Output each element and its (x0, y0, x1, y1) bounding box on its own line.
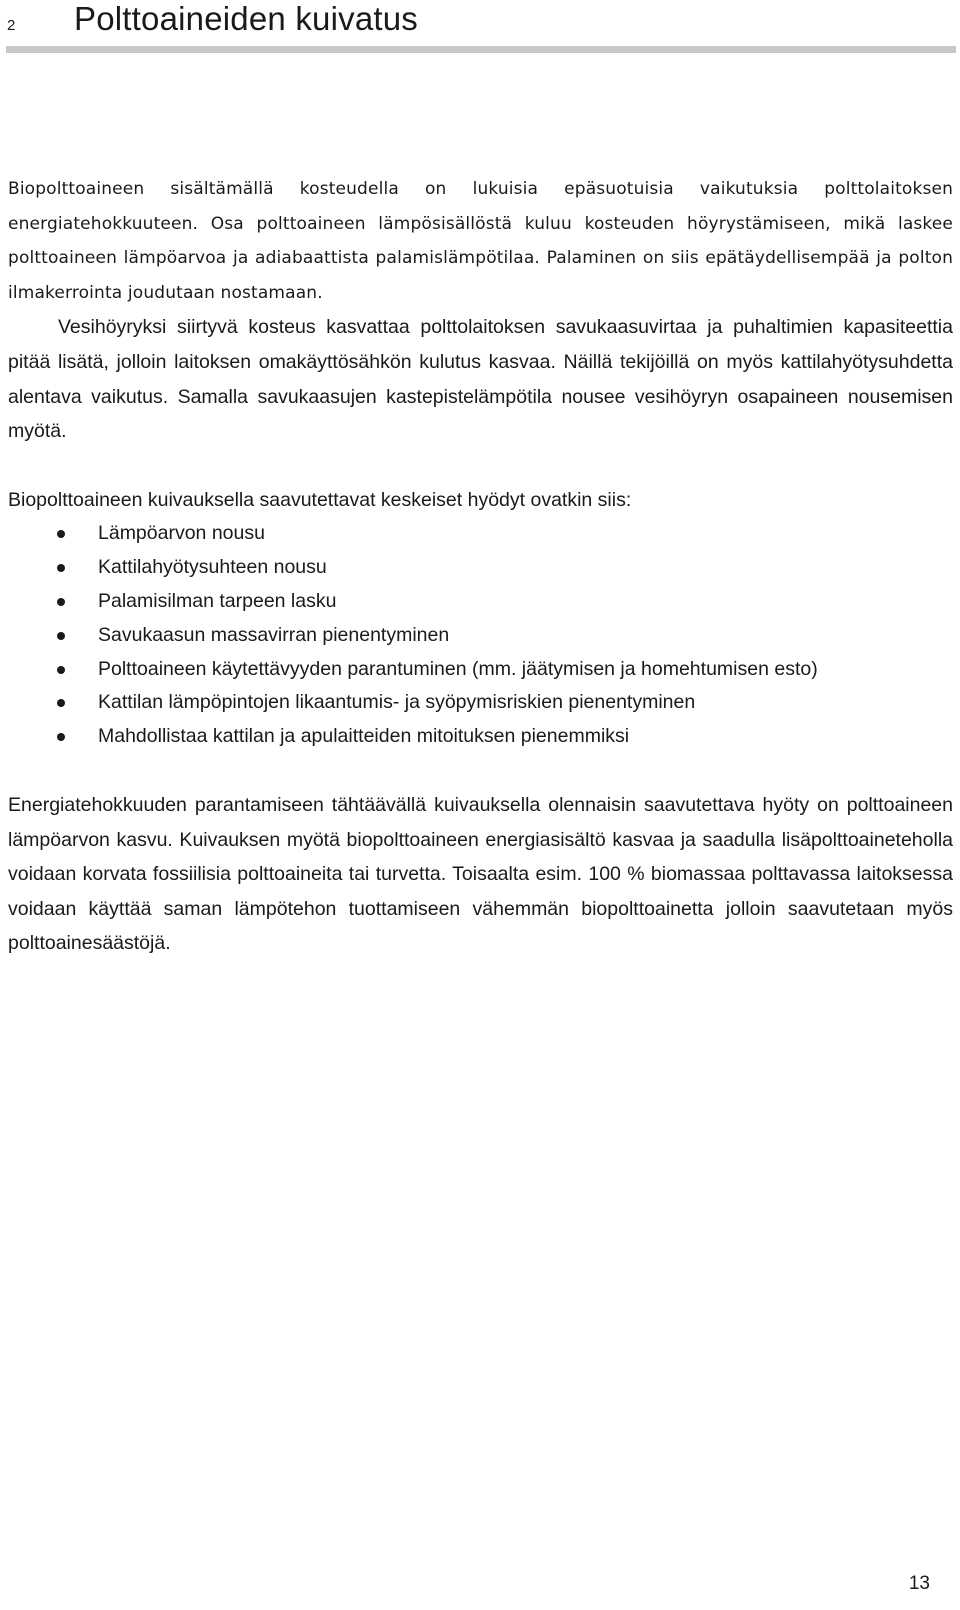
list-item-text: Mahdollistaa kattilan ja apulaitteiden mitoituksen pienemmiksi (98, 725, 630, 748)
paragraph-energy-efficiency: Energiatehokkuuden parantamiseen tähtäävällä kuivauksella olennaisin saavutettava hyöty on polttoaineen lämpöarvon kasvu. Kuivauksen myötä biopolttoaineen energiasisältö kasvaa ja saadulla lisäpolttoaineteholla voidaan korvata fossiilisia polttoaineita tai turvetta. Toisaalta esim. 100 % biomassaa polttavassa laitoksessa voidaan käyttää saman lämpötehon tuottamiseen vähemmän biopolttoainetta jolloin saavutetaan myös polttoainesäästöjä. (8, 793, 953, 955)
benefits-list (8, 517, 953, 754)
list-item-text: Kattilahyötysuhteen nousu (98, 556, 327, 579)
section-number: 2 (7, 17, 16, 34)
heading-underline (6, 46, 956, 53)
paragraph-moisture-effects: Biopolttoaineen sisältämällä kosteudella on lukuisia epäsuotuisia vaikutuksia polttolaitoksen energiatehokkuuteen. Osa polttoaineen lämpösisällöstä kuluu kosteuden höyrystämiseen, mikä laskee polttoaineen lämpöarvoa ja adiabaattista palamislämpötilaa. Palaminen on siis epätäydellisempää ja polton ilmakerrointa joudutaan nostamaan. (8, 179, 953, 303)
bullet-icon (57, 733, 65, 741)
bullet-icon (57, 699, 65, 707)
paragraph-benefits-intro: Biopolttoaineen kuivauksella saavutettavat keskeiset hyödyt ovatkin siis: (8, 488, 632, 511)
list-item-text: Palamisilman tarpeen lasku (98, 589, 337, 612)
paragraph-flue-gas: Vesihöyryksi siirtyvä kosteus kasvattaa polttolaitoksen savukaasuvirtaa ja puhaltimien kapasiteettia pitää lisätä, jolloin laitoksen omakäyttösähkön kulutus kasvaa. Näillä tekijöillä on myös kattilahyötysuhdetta alentava vaikutus. Samalla savukaasujen kastepistelämpötila nousee vesihöyryn osapaineen nousemisen myötä. (8, 316, 953, 443)
list-item (8, 720, 953, 754)
bullet-icon (57, 564, 65, 572)
list-item (8, 653, 953, 687)
list-item-text: Kattilan lämpöpintojen likaantumis- ja syöpymisriskien pienentyminen (98, 691, 696, 714)
bullet-icon (57, 598, 65, 606)
list-item (8, 686, 953, 720)
list-item-text: Savukaasun massavirran pienentyminen (98, 623, 450, 646)
bullet-icon (57, 530, 65, 538)
list-item (8, 551, 953, 585)
document-body (8, 172, 953, 961)
bullet-icon (57, 632, 65, 640)
list-item-text: Polttoaineen käytettävyyden parantuminen (mm. jäätymisen ja homehtumisen esto) (98, 657, 818, 680)
list-item (8, 619, 953, 653)
page-title: Polttoaineiden kuivatus (74, 0, 418, 37)
list-item (8, 585, 953, 619)
bullet-icon (57, 666, 65, 674)
list-item (8, 517, 953, 551)
page-number: 13 (908, 1573, 930, 1594)
list-item-text: Lämpöarvon nousu (98, 522, 265, 545)
section-heading (0, 0, 960, 60)
